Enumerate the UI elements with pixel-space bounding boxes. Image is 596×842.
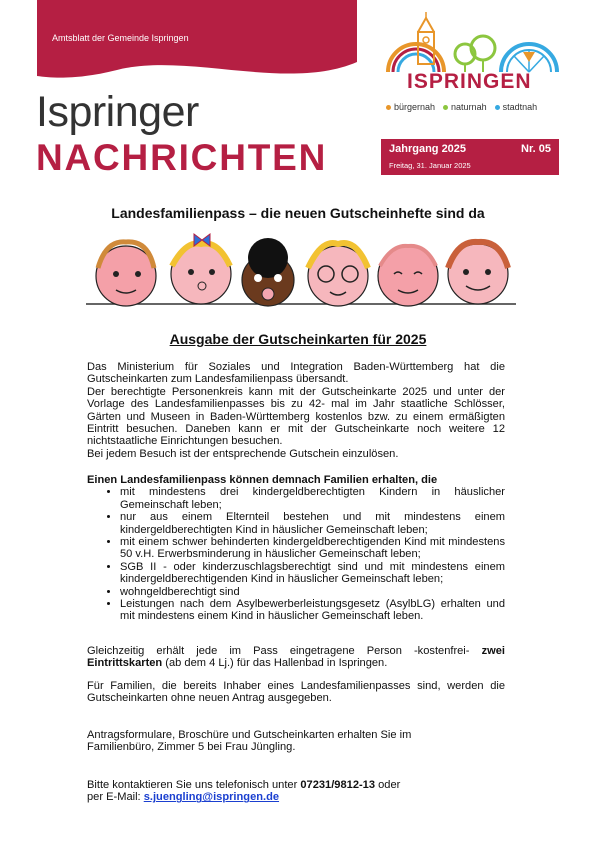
issue-volume: Jahrgang 2025 (389, 143, 467, 155)
masthead-title-line2: NACHRICHTEN (36, 137, 328, 178)
bullet-dot-icon (495, 105, 500, 110)
list-item: • mit einem schwer behinderten kindergeldberechtigenden Kind mit mindestens 50 v.H. Erwerbsminderung in häuslicher Gemeinschaft leben; (120, 536, 505, 561)
tag-item: naturnah (443, 102, 487, 112)
existing-holders-paragraph: Für Familien, die bereits Inhaber eines Landesfamilienpasses sind, werden die Gutscheinkarten ohne neuen Antrag ausgegeben. (87, 680, 505, 705)
eligibility-lead: Einen Landesfamilienpass können demnach Familien erhalten, die (87, 474, 438, 486)
issue-info-box (381, 139, 559, 175)
eligibility-section (87, 474, 505, 623)
masthead-title-line1: Ispringer (36, 88, 199, 136)
intro-line: Das Ministerium für Soziales und Integration Baden-Württemberg hat die Gutscheinkarten zum Landesfamilienpass übersandt. (87, 361, 505, 386)
children-illustration (86, 228, 516, 314)
email-link[interactable]: s.juengling@ispringen.de (143, 791, 280, 804)
tag-item: bürgernah (386, 102, 435, 112)
pool-paragraph: Gleichzeitig erhält jede im Pass eingetragene Person -kostenfrei- zwei Eintrittskarten (ab dem 4 Lj.) für das Hallenbad in Ispringen. (87, 645, 505, 670)
intro-paragraph (87, 361, 505, 460)
phone-number: 07231/9812-13 (300, 779, 376, 791)
list-item: • Leistungen nach dem Asylbewerberleistungsgesetz (AsylbLG) erhalten und mit mindestens einem Kind in häuslicher Gemeinschaft leben. (120, 598, 505, 623)
tag-item: stadtnah (495, 102, 538, 112)
issue-number: Nr. 05 (521, 143, 551, 155)
list-item: • SGB II - oder kinderzuschlagsberechtigt sind und mit mindestens einem kindergeldberechtigenden Kind in häuslicher Gemeinschaft leben; (120, 561, 505, 586)
pool-highlight: zwei Eintrittskarten (87, 645, 505, 670)
intro-line: Der berechtigte Personenkreis kann mit der Gutscheinkarte 2025 und unter der Vorlage des Landesfamilienpasses bis zu 42- mal im Jahr staatliche Schlösser, Gärten und Museen in Baden-Württemberg kostenlos bzw. zu einem ermäßigten Eintritt besuchen. Daneben kann er mit der Gutscheinkarte noch weitere 12 nichtstaatliche Einrichtungen besuchen. (87, 385, 505, 448)
intro-line: Bei jedem Besuch ist der entsprechende Gutschein einzulösen. (87, 447, 399, 460)
article-subheadline: Ausgabe der Gutscheinkarten für 2025 (169, 331, 427, 347)
issue-date: Freitag, 31. Januar 2025 (389, 161, 471, 170)
article-headline: Landesfamilienpass – die neuen Gutscheinhefte sind da (111, 205, 485, 221)
logo-wordmark: ISPRINGEN (407, 70, 532, 93)
list-item: • mit mindestens drei kindergeldberechtigten Kindern in häuslicher Gemeinschaft leben; (120, 486, 505, 511)
contact-paragraph: Bitte kontaktieren Sie uns telefonisch unter 07231/9812-13 oder per E-Mail: s.juengling@ispringen.de (87, 779, 401, 804)
logo-tagline (386, 102, 537, 112)
bullet-dot-icon (443, 105, 448, 110)
eligibility-list (87, 486, 505, 622)
list-item: • wohngeldberechtigt sind (120, 586, 505, 598)
forms-paragraph: Antragsformulare, Broschüre und Gutscheinkarten erhalten Sie im Familienbüro, Zimmer 5 bei Frau Jüngling. (87, 729, 412, 754)
list-item: • nur aus einem Elternteil bestehen und mit mindestens einem kindergeldberechtigten Kind in häuslicher Gemeinschaft leben; (120, 511, 505, 536)
banner-text: Amtsblatt der Gemeinde Ispringen (52, 33, 189, 43)
bullet-dot-icon (386, 105, 391, 110)
